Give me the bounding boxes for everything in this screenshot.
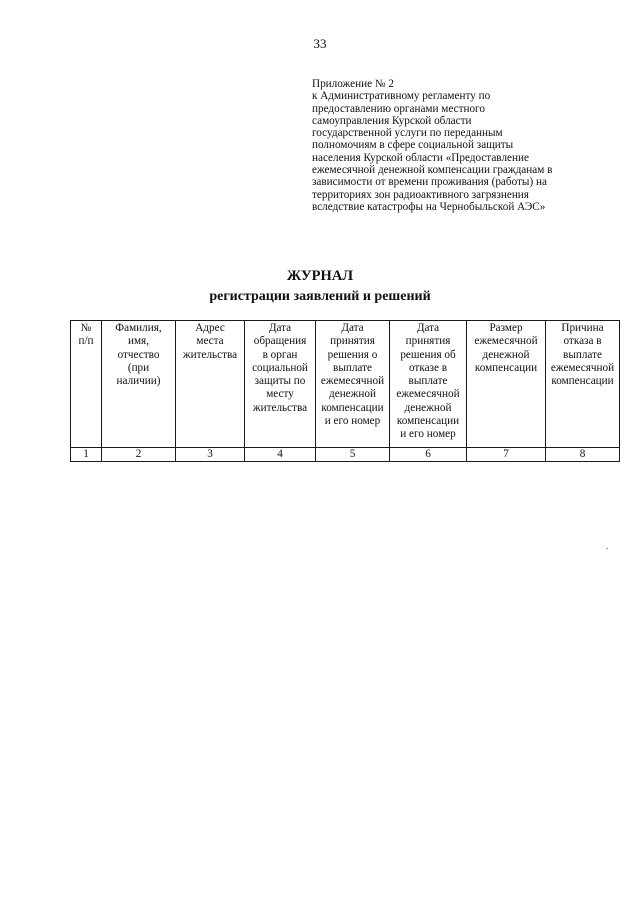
column-header-approval-decision: Дата принятия решения о выплате ежемесячной денежной компенсации и его номер: [316, 321, 390, 448]
appendix-line: Приложение № 2: [312, 78, 394, 90]
table-header-row: [71, 321, 620, 448]
scan-speck: [606, 548, 608, 549]
appendix-line: самоуправления Курской области: [312, 114, 472, 127]
column-header-application-date: Дата обращения в орган социальной защиты по месту жительства: [245, 321, 316, 448]
journal-subtitle: регистрации заявлений и решений: [209, 289, 431, 304]
column-number-row: [71, 448, 620, 462]
appendix-line: к Административному регламенту по: [312, 90, 491, 103]
appendix-line: зависимости от времени проживания (работы) на: [312, 176, 547, 189]
column-header-refusal-decision: Дата принятия решения об отказе в выплате ежемесячной денежной компенсации и его номер: [390, 321, 467, 448]
column-number: 3: [176, 448, 245, 462]
appendix-line: территориях зон радиоактивного загрязнения: [312, 188, 529, 201]
column-number: 5: [316, 448, 390, 462]
column-number: 2: [102, 448, 176, 462]
column-header-compensation-amount: Размер ежемесячной денежной компенсации: [467, 321, 546, 448]
appendix-line: населения Курской области «Предоставление: [312, 151, 529, 164]
column-number: 6: [390, 448, 467, 462]
column-number: 8: [546, 448, 620, 462]
column-header-refusal-reason: Причина отказа в выплате ежемесячной компенсации: [546, 321, 620, 448]
page-number: 33: [313, 36, 327, 51]
appendix-line: вследствие катастрофы на Чернобыльской АЭС»: [312, 200, 546, 213]
column-header-number: № п/п: [71, 321, 102, 448]
journal-title: ЖУРНАЛ: [286, 268, 354, 284]
column-header-full-name: Фамилия, имя, отчество (при наличии): [102, 321, 176, 448]
column-number: 1: [71, 448, 102, 462]
appendix-line: предоставлению органами местного: [312, 102, 485, 115]
appendix-note: [312, 78, 622, 213]
appendix-line: ежемесячной денежной компенсации гражданам в: [312, 164, 553, 177]
appendix-line: полномочиям в сфере социальной защиты: [312, 139, 514, 152]
registration-journal-table: [70, 320, 620, 462]
column-number: 7: [467, 448, 546, 462]
appendix-line: государственной услуги по переданным: [312, 127, 503, 140]
column-header-address: Адрес места жительства: [176, 321, 245, 448]
column-number: 4: [245, 448, 316, 462]
